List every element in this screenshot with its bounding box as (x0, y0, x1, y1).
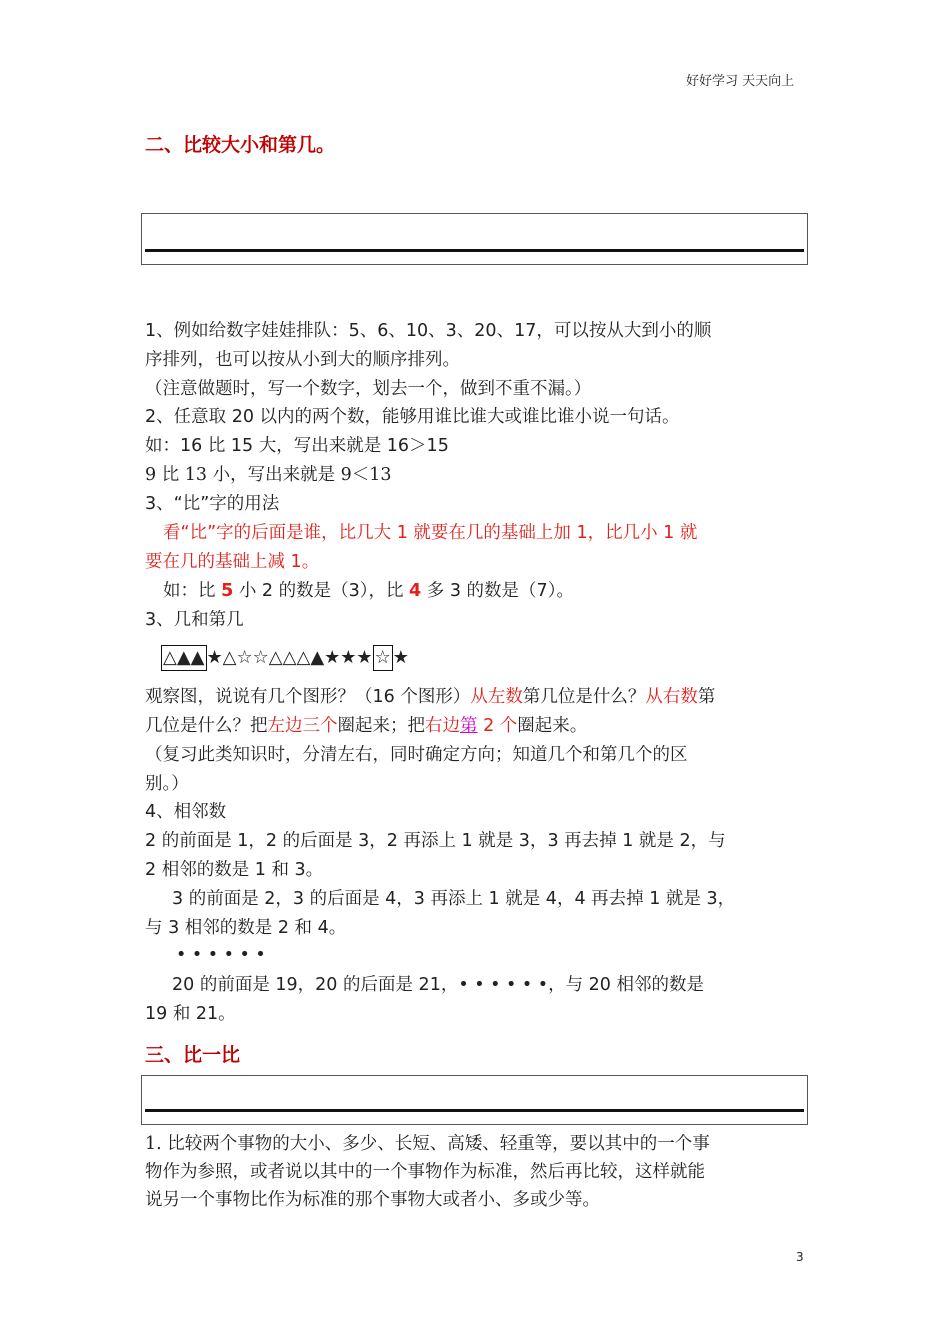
text-line: 2 的前面是 1，2 的后面是 3，2 再添上 1 就是 3，3 再去掉 1 就是 2，与 (145, 831, 726, 851)
text-line: 如：16 比 15 大，写出来就是 16＞15 (145, 436, 449, 456)
text-line: 2、任意取 20 以内的两个数，能够用谁比谁大或谁比谁小说一句话。 (145, 407, 680, 427)
example-line (163, 580, 574, 602)
blank-box-2 (141, 1075, 808, 1125)
from-left-red: 从左数 (470, 687, 523, 707)
text-line: 3、“比”字的用法 (145, 494, 280, 514)
page-number: 3 (796, 1250, 804, 1264)
text-line: 别。） (145, 774, 189, 794)
middle-shapes: ★△☆☆△△△▲★★★ (206, 647, 373, 668)
text-line: 20 的前面是 19，20 的后面是 21，• • • • • •，与 20 相邻的数是 (172, 975, 704, 995)
right-side-red: 右边 (425, 716, 460, 736)
question-part: 观察图，说说有几个图形？（16 个图形） (145, 687, 471, 707)
text-line: （注意做题时，写一个数字，划去一个，做到不重不漏。） (145, 379, 592, 399)
example-part: 小 2 的数是（3），比 (233, 581, 410, 601)
example-number-red: 4 (409, 581, 422, 601)
rule-text-red: 要在几的基础上减 1。 (145, 552, 320, 572)
paragraph-line: 物作为参照，或者说以其中的一个事物作为标准，然后再比较，这样就能 (145, 1162, 705, 1182)
paragraph-line: 1. 比较两个事物的大小、多少、长短、高矮、轻重等，要以其中的一个事 (145, 1134, 710, 1154)
question-part: 圈起来。 (517, 716, 588, 736)
page-header: 好好学习 天天向上 (686, 74, 795, 89)
end-shape: ★ (392, 647, 409, 668)
second-red: 2 个 (477, 716, 518, 736)
question-line (145, 686, 715, 708)
ellipsis-dots: • • • • • • (176, 945, 266, 965)
example-part: 如：比 (163, 581, 222, 601)
text-line: 序排列，也可以按从小到大的顺序排列。 (145, 350, 460, 370)
text-line: 与 3 相邻的数是 2 和 4。 (145, 918, 347, 938)
text-line: 4、相邻数 (145, 802, 227, 822)
blank-box-1 (141, 213, 808, 265)
text-line: 2 相邻的数是 1 和 3。 (145, 860, 324, 880)
question-part: 第几位是什么？ (522, 687, 646, 707)
text-line: 9 比 13 小，写出来就是 9＜13 (145, 465, 392, 485)
example-number-red: 5 (221, 581, 234, 601)
question-part: 几位是什么？把 (145, 716, 268, 736)
boxed-right-shape: ☆ (373, 645, 393, 671)
example-part: 多 3 的数是（7）。 (421, 581, 574, 601)
from-right-red: 从右数 (645, 687, 698, 707)
text-line: 3 的前面是 2，3 的后面是 4，3 再添上 1 就是 4，4 再去掉 1 就是 3， (172, 889, 736, 909)
box-rule (145, 249, 804, 252)
left-three-red: 左边三个 (267, 716, 338, 736)
text-line: 19 和 21。 (145, 1004, 236, 1024)
question-line (145, 715, 587, 737)
question-part: 第 (697, 687, 716, 707)
question-part: 圈起来；把 (337, 716, 425, 736)
boxed-left-shapes: △▲▲ (161, 645, 207, 671)
section-title-compare: 二、比较大小和第几。 (145, 134, 336, 156)
text-line: （复习此类知识时，分清左右，同时确定方向；知道几个和第几个的区 (145, 745, 688, 765)
text-line: 3、几和第几 (145, 610, 244, 630)
ordinal-magenta: 第 (460, 716, 478, 736)
rule-text-red: 看“比”字的后面是谁，比几大 1 就要在几的基础上加 1，比几小 1 就 (163, 523, 698, 543)
text-line: 1、例如给数字娃娃排队：5、6、10、3、20、17，可以按从大到小的顺 (145, 321, 712, 341)
section-title-compare-2: 三、比一比 (145, 1044, 241, 1066)
paragraph-line: 说另一个事物比作为标准的那个事物大或者小、多或少等。 (145, 1190, 600, 1210)
shape-sequence (161, 645, 409, 671)
box-rule (145, 1109, 804, 1112)
